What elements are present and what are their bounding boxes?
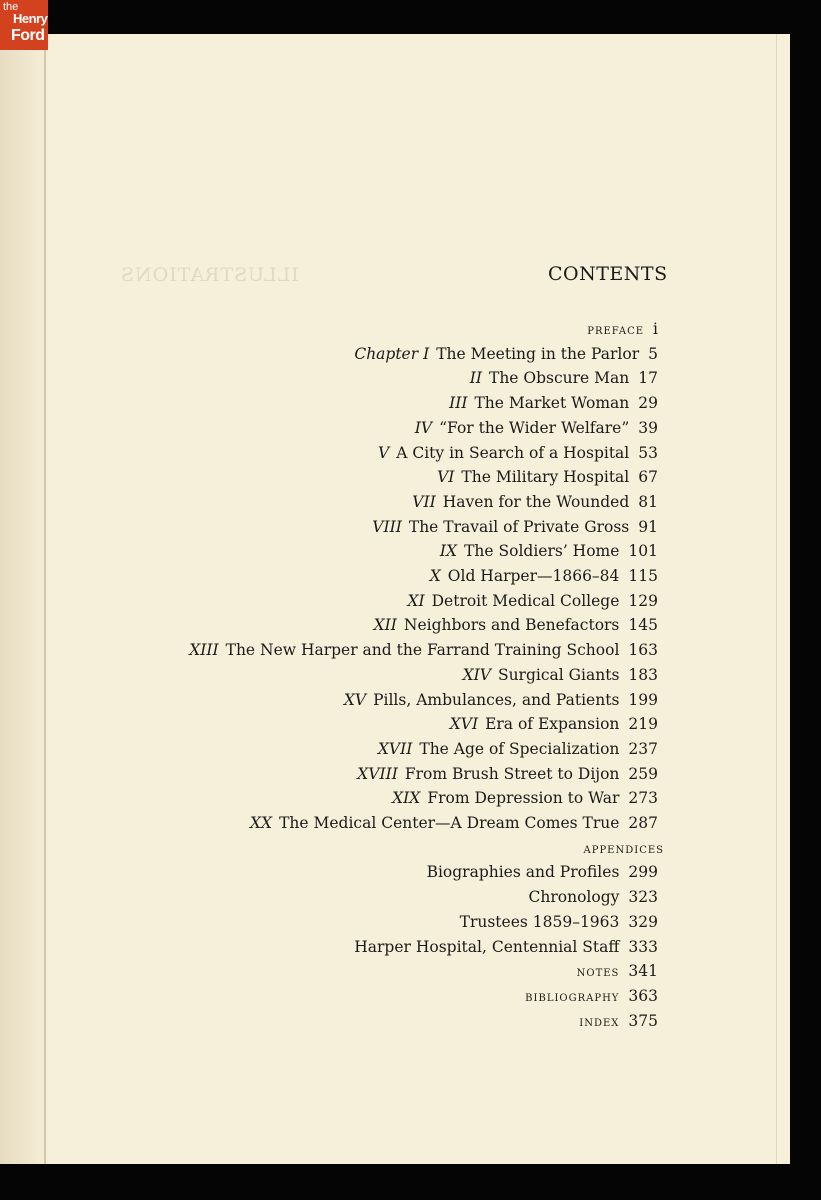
logo-ford: Ford	[11, 27, 45, 44]
page-number: 273	[628, 789, 658, 808]
toc-entry	[378, 737, 658, 761]
logo-the: the	[3, 1, 19, 13]
toc-entry	[412, 490, 658, 514]
entry-title: The Obscure Man	[488, 369, 630, 388]
page-number: 237	[628, 739, 658, 758]
toc-entry	[450, 712, 658, 736]
chapter-number: VIII	[372, 517, 402, 536]
page-number: 299	[628, 863, 658, 882]
chapter-number: XVI	[449, 715, 479, 734]
entry-title: The New Harper and the Farrand Training School	[225, 641, 620, 660]
entry-title: The Soldiers’ Home	[464, 542, 620, 561]
page-number: 53	[638, 443, 658, 462]
page-number: 341	[628, 962, 658, 981]
toc-entry	[250, 811, 658, 835]
chapter-number: XX	[250, 814, 273, 832]
bleed-through-heading: ILLUSTRATIONS	[120, 264, 299, 286]
toc-entry	[430, 564, 658, 588]
page-number: 145	[628, 616, 658, 635]
entry-title: The Military Hospital	[461, 468, 630, 487]
toc-entry	[189, 638, 658, 662]
toc-entry	[449, 391, 658, 415]
entry-title: PREFACE	[587, 326, 645, 337]
entry-title: The Market Woman	[474, 394, 630, 413]
page-number: 101	[628, 542, 658, 561]
entry-title: Chronology	[528, 888, 620, 907]
toc-entry	[372, 515, 658, 539]
chapter-number: XV	[343, 690, 367, 709]
chapter-number: II	[469, 369, 482, 388]
toc-entry	[437, 465, 658, 489]
page-number: 323	[628, 888, 658, 907]
chapter-number: IV	[414, 418, 433, 437]
entry-title: Pills, Ambulances, and Patients	[373, 690, 620, 709]
toc-entry	[354, 935, 658, 959]
entry-title: From Brush Street to Dijon	[404, 764, 620, 783]
entry-title: Neighbors and Benefactors	[403, 616, 620, 635]
page-number: 129	[628, 591, 658, 610]
toc-entry	[525, 984, 658, 1008]
book-page	[0, 34, 790, 1164]
page-number: 329	[628, 912, 658, 931]
toc-entry	[529, 885, 658, 909]
entry-title: The Medical Center—A Dream Comes True	[279, 814, 620, 832]
page-number: 199	[628, 690, 658, 709]
entry-title: Biographies and Profiles	[426, 863, 620, 882]
chapter-number: V	[378, 443, 390, 462]
toc-entry	[470, 366, 658, 390]
page-number: i	[653, 320, 658, 338]
chapter-number: X	[429, 567, 441, 585]
chapter-number: XI	[407, 591, 425, 610]
chapter-number: VII	[412, 492, 436, 511]
chapter-number: VI	[437, 468, 455, 487]
toc-entry	[392, 786, 658, 810]
page-number: 5	[648, 344, 658, 363]
chapter-number: XIX	[392, 789, 421, 808]
toc-entry	[577, 959, 658, 983]
henry-ford-logo	[0, 0, 48, 50]
toc-entry	[460, 910, 658, 934]
chapter-number: XII	[373, 616, 397, 635]
toc-entry	[378, 441, 658, 465]
entry-title: BIBLIOGRAPHY	[525, 992, 620, 1004]
entry-title: Surgical Giants	[497, 665, 620, 684]
chapter-number: XVIII	[357, 764, 398, 783]
page-number: 333	[628, 937, 658, 956]
toc-entry	[415, 416, 658, 440]
page-number: 163	[628, 641, 658, 660]
entry-title: Era of Expansion	[485, 715, 620, 734]
toc-entry	[407, 589, 658, 613]
entry-title: APPENDICES	[583, 844, 664, 856]
page-number: 115	[628, 567, 658, 585]
page-number: 67	[638, 468, 658, 487]
entry-title: INDEX	[579, 1017, 620, 1029]
page-number: 39	[638, 418, 658, 437]
page-number: 287	[628, 814, 658, 832]
contents-heading: CONTENTS	[548, 263, 668, 285]
chapter-number: XIII	[189, 641, 219, 660]
page-number: 183	[628, 665, 658, 684]
chapter-number: III	[449, 394, 468, 413]
table-of-contents	[0, 34, 790, 1164]
toc-entry	[344, 688, 658, 712]
entry-title: The Travail of Private Gross	[408, 517, 630, 536]
toc-entry	[440, 539, 658, 563]
entry-title: NOTES	[576, 968, 620, 980]
logo-henry: Henry	[13, 11, 48, 26]
chapter-number: XVII	[377, 739, 413, 758]
toc-entry	[587, 317, 658, 341]
page-number: 219	[628, 715, 658, 734]
entry-title: “For the Wider Welfare”	[439, 418, 630, 437]
page-number: 375	[628, 1011, 658, 1030]
toc-entry	[579, 1009, 658, 1033]
page-number: 91	[638, 517, 658, 536]
toc-entry	[427, 860, 658, 884]
entry-title: Trustees 1859–1963	[459, 912, 620, 931]
toc-entry	[463, 663, 658, 687]
page-number: 17	[638, 369, 658, 388]
page-number: 259	[628, 764, 658, 783]
entry-title: The Age of Specialization	[419, 739, 620, 758]
page-number: 29	[638, 394, 658, 413]
page-number: 363	[628, 986, 658, 1005]
entry-title: Harper Hospital, Centennial Staff	[354, 937, 620, 956]
entry-title: A City in Search of a Hospital	[396, 443, 630, 462]
toc-entry	[357, 762, 658, 786]
entry-title: The Meeting in the Parlor	[436, 344, 640, 363]
chapter-number: IX	[439, 542, 458, 561]
entry-title: From Depression to War	[427, 789, 620, 808]
toc-entry	[584, 836, 665, 860]
chapter-number: Chapter I	[354, 344, 430, 363]
page-number: 81	[638, 492, 658, 511]
toc-entry	[354, 342, 658, 366]
entry-title: Old Harper—1866–84	[447, 567, 620, 585]
chapter-number: XIV	[462, 665, 491, 684]
entry-title: Detroit Medical College	[431, 591, 620, 610]
toc-entry	[374, 613, 658, 637]
entry-title: Haven for the Wounded	[442, 492, 630, 511]
